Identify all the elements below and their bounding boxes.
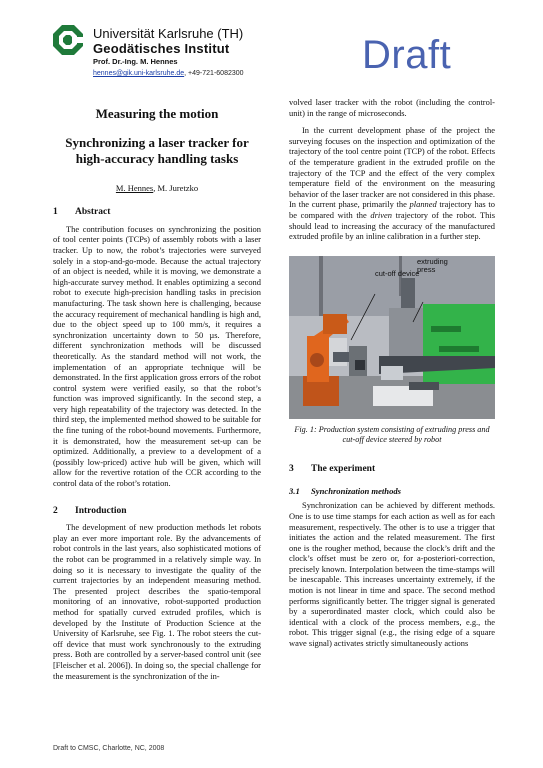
synchronization-text: Synchronization can be achieved by different methods. One is to use time stamps for each action as well as for each measurement, respectively. The other is to use a trigger that initiates the action and the related measurement. The first one is the rougher method, because the clock’s drift and the clock’s offset must be zero or, for a-posteriori-correction, precisely known. Interpolation between the time-stamps will be inescapable. This increases uncertainty extremely, if the motion is not linear in time and space. The second method performs significantly better. The trigger signal is generated by a superordinated master clock, which could also be identical with a clock of the process members, e.g., the robot. This trigger signal (e.g., the rising edge of a square wave signal) activates strictly simultaneously actions xyxy=(289,500,495,649)
section-title: The experiment xyxy=(311,464,376,475)
university-name: Universität Karlsruhe (TH) xyxy=(93,26,244,41)
synchronization-subheading xyxy=(289,486,495,497)
author-1[interactable]: M. Hennes xyxy=(115,182,154,193)
production-system-image xyxy=(289,256,495,419)
page-footer: Draft to CMSC, Charlotte, NC, 2008 xyxy=(53,745,165,752)
author-separator: , xyxy=(153,182,158,193)
section-title: Abstract xyxy=(75,207,111,218)
figure-caption: Fig. 1: Production system consisting of extruding press and cut-off device steered by robot xyxy=(294,424,490,444)
subsection-title: Synchronization methods xyxy=(311,485,402,496)
cutoff-device-label: cut-off device xyxy=(375,268,420,278)
kit-logo-icon xyxy=(52,24,84,56)
extruding-press-label: extruding press xyxy=(417,256,448,275)
introduction-text: The development of new production methods let robots play an ever more important role. By the advancements of robot controls in the last years, also sophisticated motions of the robot can be programmed in a relatively simple way. In doing so it is necessary to investigate the quality of the current trajectories by an independent measuring method. The presented project describes the spatio-temporal monitoring of an innovative, robot-supported production method for spatially curved extruded profiles, which is developed by the Institute of Production Science at the University of Karlsruhe, see Fig. 1. The robot steers the cut-off device that must work synchronously to the extruding press. Both are controlled by a server-based control unit (see [Fleischer et al. 2006]). In doing so, the special challenge for the measurement is the synchronization of the in- xyxy=(53,522,261,681)
section-title: Introduction xyxy=(75,505,127,516)
draft-watermark: Draft xyxy=(362,33,452,77)
figure-1 xyxy=(289,256,495,419)
paper-subtitle: Synchronizing a laser tracker for high-accuracy handling tasks xyxy=(65,134,249,166)
paper-title: Measuring the motion xyxy=(95,106,219,121)
author-list xyxy=(53,183,261,194)
driven-emphasis: driven xyxy=(370,209,392,220)
section-number: 2 xyxy=(53,505,58,516)
phase-text-c: trajectory of the robot. This should lead to increasing the accuracy of the manufactured extruded profile by an inline calibration in a further step. xyxy=(289,209,495,242)
abstract-text: The contribution focuses on synchronizing the position of tool center points (TCPs) of assembly robots with a laser tracker. Up to now, the robot’s trajectories were surveyed solely in a stop-and-go-mode. Because the actual trajectory of an object is needed, while it is moving, we demonstrate a high-accurate survey method. It enables optimizing a second robot to execute high-precision handling tasks in precision manufacturing. The task shown here is challenging, because the accuracy requirement of mechanical handling is high and, due to the object speed up to 100 mm/s, it requires a synchronization uncertainty down to 50 µs. Therefore, different synchronization methods will be discussed theoretically. As the standard method will not work, the implementation of an appropriate technique will be demonstrated. In the first application gross errors of the robot control system were verified easily, so that the robot’s function was improved significantly. In the second step, a very high repeatability of the trajectory was detected. In the third step, the implemented method showed to be suitable for the fine tuning of the robot-bound movements. Furthermore, it is demonstrated, how the measurement set-up can be optimized. Additionally, a preview to a development of a (possibly low-priced) active hub will be given, which will allow for the revertive rotation of the CCR according to the control data of the robot’s rotation. xyxy=(53,223,261,489)
planned-emphasis: planned xyxy=(409,199,437,210)
contact-line xyxy=(93,70,244,77)
phase-text-b: trajectory has to be compared with the xyxy=(289,199,495,220)
experiment-heading xyxy=(289,464,495,475)
author-2: M. Juretzko xyxy=(157,182,199,193)
introduction-heading xyxy=(53,506,261,517)
phase-text-a: In the current development phase of the project the surveying focuses on the inspection and optimization of the trajectory of the tool centre point (TCP) of the robot. Effects of the temperature gradient in the extruded profile on the trajectory of the TCP and the effect of the very complex temperature field of the environment on the measuring behavior of the laser tracker are not considered in this phase. In the current phase, primarily the xyxy=(289,125,495,210)
left-column xyxy=(53,100,261,681)
right-column xyxy=(289,97,495,649)
continued-paragraph: volved laser tracker with the robot (including the control-unit) in the range of microseconds. xyxy=(289,97,495,118)
phone-number: , +49-721-6082300 xyxy=(184,70,244,77)
professor-name: Prof. Dr.-Ing. M. Hennes xyxy=(93,57,178,66)
section-number: 3 xyxy=(289,464,294,475)
abstract-heading xyxy=(53,207,261,218)
institute-name: Geodätisches Institut xyxy=(93,41,230,56)
phase-paragraph xyxy=(289,125,495,242)
email-link[interactable]: hennes@gik.uni-karlsruhe.de xyxy=(93,70,185,77)
section-number: 1 xyxy=(53,207,58,218)
subsection-number: 3.1 xyxy=(289,485,300,496)
